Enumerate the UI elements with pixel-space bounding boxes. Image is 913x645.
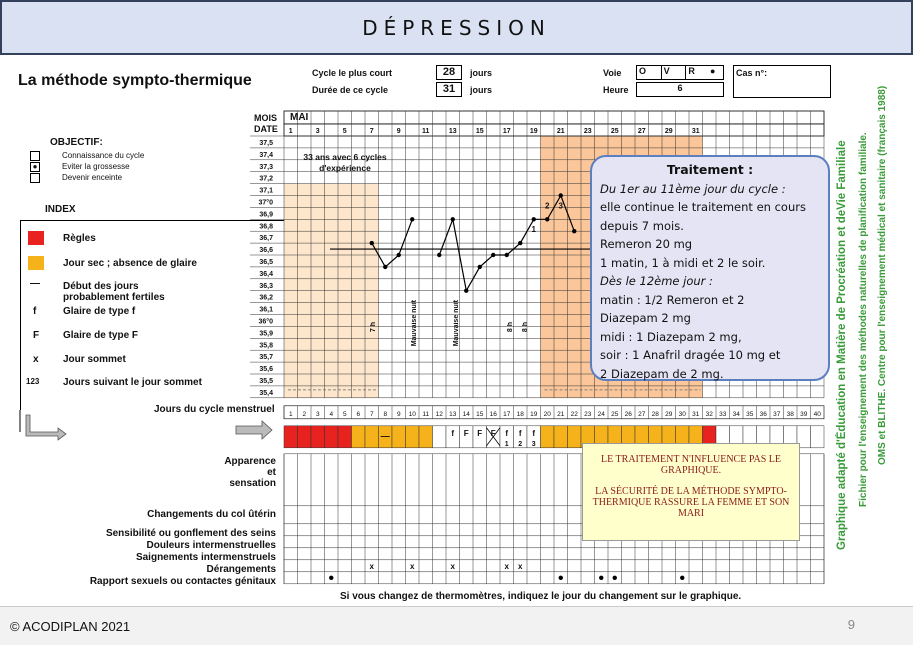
heure-annotation: 8 h — [507, 322, 514, 333]
experience-note: 33 ans avec 6 cycles d'expérience — [303, 152, 387, 173]
derangement-mark: x — [369, 561, 374, 571]
color-cell — [338, 426, 352, 448]
treatment-line: 1 matin, 1 à midi et 2 le soir. — [600, 255, 766, 270]
date-cell: 11 — [422, 128, 430, 135]
post-sommet-number: 3 — [531, 440, 536, 448]
index-heading: INDEX — [45, 204, 76, 215]
treatment-line: midi : 1 Diazepam 2 mg, — [600, 329, 742, 344]
heure-label: Heure — [603, 85, 629, 95]
temperature-point — [437, 253, 441, 257]
cycle-day-number: 22 — [570, 410, 578, 418]
cycle-day-number: 17 — [503, 410, 511, 418]
note-line-2: LA SÉCURITÉ DE LA MÉTHODE SYMPTO-THERMIQUE RASSURE LA FEMME ET SON MARI — [592, 486, 790, 519]
date-cell: 3 — [315, 128, 320, 135]
derangement-mark: x — [410, 561, 415, 571]
cycle-day-number: 29 — [665, 410, 673, 418]
cycle-days-label: Jours du cycle menstruel — [154, 404, 275, 415]
date-cell: 21 — [556, 128, 565, 135]
note-line-1: LE TRAITEMENT N'INFLUENCE PAS LE GRAPHIQUE. — [601, 454, 781, 476]
shortest-cycle-value: 28 — [436, 65, 462, 80]
shortest-cycle-label: Cycle le plus court — [312, 68, 393, 78]
date-cell: 19 — [529, 128, 538, 135]
rapport-dot — [680, 576, 684, 580]
temp-tick: 37°0 — [258, 199, 273, 207]
page-number: 9 — [847, 617, 855, 632]
date-cell: 7 — [369, 128, 374, 135]
temperature-point — [464, 289, 468, 293]
voie-v: V — [662, 66, 687, 79]
cycle-day-number: 34 — [732, 410, 740, 418]
cycle-day-number: 30 — [678, 410, 686, 418]
cycle-day-number: 7 — [369, 410, 374, 418]
legend-sym-F: F — [33, 330, 40, 341]
cycle-day-number: 40 — [813, 410, 821, 418]
heure-value: 6 — [636, 82, 724, 97]
cycle-day-number: 12 — [435, 410, 443, 418]
legend-glaire-F: Glaire de type F — [63, 330, 139, 341]
derangement-mark: x — [504, 561, 509, 571]
temp-tick: 36,7 — [259, 235, 273, 243]
rapport-dot — [599, 576, 603, 580]
cycle-day-number: 31 — [692, 410, 700, 418]
date-cell: 29 — [664, 128, 673, 135]
cycle-day-number: 28 — [651, 410, 659, 418]
color-cell — [325, 426, 339, 448]
thermometer-note: Si vous changez de thermomètres, indiquez le jour du changement sur le graphique. — [340, 591, 742, 602]
date-cell: 9 — [396, 128, 401, 135]
glaire-mark: f — [518, 428, 522, 438]
cycle-day-number: 36 — [759, 410, 767, 418]
color-cell — [541, 426, 555, 448]
cycle-day-number: 19 — [530, 410, 538, 418]
temp-tick: 35,6 — [259, 366, 273, 374]
cycle-day-number: 27 — [638, 410, 646, 418]
legend-debut: Début des jours probablement fertiles — [63, 281, 165, 303]
glaire-mark: F — [477, 428, 483, 438]
glaire-mark: f — [532, 428, 536, 438]
slide-title: DÉPRESSION — [362, 15, 551, 40]
legend-suivant: Jours suivant le jour sommet — [63, 377, 202, 388]
cycle-day-number: 5 — [342, 410, 347, 418]
treatment-line: elle continue le traitement en cours — [600, 200, 806, 214]
glaire-mark: F — [490, 428, 496, 438]
date-label: DATE — [254, 124, 278, 134]
date-cell: 31 — [691, 128, 700, 135]
voie-o: O — [637, 66, 662, 79]
cycle-day-number: 38 — [786, 410, 794, 418]
sommet-chart-label: 3 — [558, 201, 563, 211]
cycle-day-number: 25 — [611, 410, 619, 418]
glaire-mark: f — [451, 428, 455, 438]
cycle-day-number: 15 — [476, 410, 484, 418]
temp-tick: 36,8 — [259, 223, 273, 231]
temp-tick: 35,8 — [259, 342, 273, 350]
right-arrow-icon — [236, 421, 272, 439]
left-arrow-icon — [26, 415, 66, 440]
cycle-day-number: 8 — [383, 410, 388, 418]
color-cell — [568, 426, 582, 448]
color-cell — [433, 426, 447, 448]
side-credit-2: Fichier pour l'enseignement des méthodes naturelles de planification familiale. — [858, 132, 869, 508]
treatment-line: soir : 1 Anafril dragée 10 mg et — [600, 348, 781, 362]
temperature-point — [491, 253, 495, 257]
temp-tick: 37,4 — [259, 151, 273, 159]
temp-tick: 36,9 — [259, 211, 273, 219]
cycle-day-number: 13 — [449, 410, 457, 418]
side-credit-3: OMS et BLITHE. Centre pour l'enseignement médical et sanitaire (français 1988) — [877, 85, 888, 465]
sommet-chart-label: 2 — [545, 201, 550, 211]
temperature-point — [478, 265, 482, 269]
temp-tick: 35,5 — [259, 378, 273, 385]
date-cell: 23 — [583, 128, 592, 135]
color-cell — [284, 426, 298, 448]
cycle-day-number: 9 — [396, 410, 401, 418]
cycle-day-number: 2 — [302, 410, 307, 418]
color-cell — [352, 426, 366, 448]
mois-label: MOIS — [254, 113, 278, 123]
cycle-day-number: 24 — [597, 410, 605, 418]
legend-regles: Règles — [63, 233, 96, 244]
voie-dot: ● — [710, 66, 716, 76]
derangement-mark: x — [518, 561, 523, 571]
footer — [0, 606, 913, 645]
date-cell: 1 — [288, 128, 293, 135]
temperature-point — [518, 241, 522, 245]
rapport-dot — [559, 576, 563, 580]
row-rapport: Rapport sexuels ou contactes génitaux — [89, 576, 276, 587]
month-label: MAI — [290, 112, 309, 123]
debut-fertile-mark: — — [380, 430, 390, 441]
voie-r: R — [688, 66, 695, 76]
row-derangements: Dérangements — [206, 564, 276, 575]
temperature-point — [505, 253, 509, 257]
cycle-day-number: 21 — [557, 410, 565, 418]
cycle-day-number: 39 — [800, 410, 808, 418]
temp-tick: 35,4 — [259, 389, 273, 397]
cycle-day-number: 6 — [356, 410, 361, 418]
shortest-cycle-unit: jours — [470, 68, 493, 78]
legend-sec: Jour sec ; absence de glaire — [63, 258, 197, 269]
treatment-line: Dès le 12ème jour : — [600, 274, 713, 288]
temp-tick: 36,3 — [259, 282, 273, 290]
temperature-point — [572, 229, 576, 233]
date-cell: 25 — [610, 128, 619, 135]
date-cell: 5 — [342, 128, 347, 135]
legend-glaire-f: Glaire de type f — [63, 306, 136, 317]
legend-sym-x: x — [33, 354, 39, 365]
color-cell — [311, 426, 325, 448]
objectif-item: Eviter la grossesse — [62, 162, 130, 171]
objectif-item: Connaissance du cycle — [62, 151, 145, 160]
temp-tick: 37,5 — [259, 140, 273, 147]
treatment-line: Diazepam 2 mg — [600, 311, 691, 325]
note-box — [582, 443, 800, 541]
legend-sym-f: f — [33, 306, 37, 317]
rapport-dot — [329, 576, 333, 580]
glaire-mark: F — [463, 428, 469, 438]
cycle-day-number: 14 — [462, 410, 470, 418]
treatment-line: Remeron 20 mg — [600, 237, 693, 251]
cycle-day-number: 4 — [329, 410, 334, 418]
date-cell: 13 — [448, 128, 457, 135]
cycle-length-label: Durée de ce cycle — [312, 85, 389, 95]
post-sommet-number: 1 — [504, 440, 509, 448]
cycle-length-value: 31 — [436, 82, 462, 97]
cycle-day-number: 11 — [422, 410, 430, 418]
derangement-mark: x — [450, 561, 455, 571]
copyright: © ACODIPLAN 2021 — [10, 619, 131, 634]
cycle-day-number: 10 — [408, 410, 416, 418]
date-cell: 27 — [637, 128, 646, 135]
color-cell — [392, 426, 406, 448]
mauvaise-nuit-label: Mauvaise nuit — [453, 300, 460, 347]
temp-tick: 36,4 — [259, 270, 273, 278]
temperature-point — [410, 217, 414, 221]
row-col: Changements du col ûtérin — [147, 509, 276, 520]
temp-tick: 36,1 — [259, 306, 273, 314]
color-cell — [811, 426, 825, 448]
color-cell — [419, 426, 433, 448]
temp-tick: 37,2 — [259, 175, 273, 183]
treatment-line: depuis 7 mois. — [600, 218, 684, 233]
row-sensibilite: Sensibilité ou gonflement des seins — [105, 528, 276, 539]
post-sommet-number: 2 — [518, 440, 523, 448]
legend-sym-123: 123 — [26, 377, 40, 386]
color-cell — [554, 426, 568, 448]
cycle-day-number: 3 — [315, 410, 320, 418]
temp-tick: 36°0 — [258, 318, 273, 326]
color-cell — [298, 426, 312, 448]
cycle-day-number: 26 — [624, 410, 632, 418]
heure-annotation: 8 h — [522, 322, 529, 333]
rapport-dot — [613, 576, 617, 580]
legend-sommet: Jour sommet — [63, 354, 126, 365]
temperature-point — [559, 193, 563, 197]
glaire-mark: f — [505, 428, 509, 438]
treatment-line: matin : 1/2 Remeron et 2 — [600, 292, 745, 307]
treatment-title: Traitement : — [666, 162, 754, 177]
objectif-item: Devenir enceinte — [62, 173, 123, 182]
treatment-line: Du 1er au 11ème jour du cycle : — [600, 181, 786, 196]
cycle-day-number: 23 — [584, 410, 592, 418]
color-cell — [365, 426, 379, 448]
mauvaise-nuit-label: Mauvaise nuit — [411, 300, 418, 347]
temperature-point — [532, 217, 536, 221]
temperature-point — [370, 241, 374, 245]
color-cell — [406, 426, 420, 448]
temperature-point — [397, 253, 401, 257]
row-saignements: Saignements intermenstruels — [135, 552, 276, 563]
date-cell: 15 — [475, 128, 484, 135]
cycle-day-number: 1 — [288, 410, 293, 418]
legend-sym-debut: — — [30, 278, 40, 289]
cycle-day-number: 33 — [719, 410, 727, 418]
cycle-day-number: 35 — [746, 410, 754, 418]
row-apparence: Apparence et sensation — [224, 456, 276, 489]
cycle-length-unit: jours — [470, 85, 493, 95]
objectif-checkbox-checked[interactable]: ● — [30, 162, 40, 172]
cycle-day-number: 32 — [705, 410, 713, 418]
cas-box: Cas n°: — [733, 65, 831, 98]
objectif-heading: OBJECTIF: — [50, 137, 103, 148]
cycle-day-number: 37 — [773, 410, 781, 418]
treatment-callout — [590, 155, 830, 381]
voie-label: Voie — [603, 68, 622, 78]
temp-tick: 37,3 — [259, 163, 273, 171]
cycle-day-number: 18 — [516, 410, 524, 418]
date-cell: 17 — [502, 128, 511, 135]
heure-annotation: 7 h — [370, 322, 377, 333]
temp-tick: 37,1 — [259, 187, 273, 195]
temperature-point — [545, 217, 549, 221]
treatment-line: 2 Diazepam de 2 mg. — [600, 366, 724, 381]
temperature-point — [451, 217, 455, 221]
cycle-day-number: 20 — [543, 410, 551, 418]
temperature-point — [383, 265, 387, 269]
temp-tick: 36,5 — [259, 259, 273, 266]
temp-tick: 36,6 — [259, 247, 273, 255]
method-title: La méthode sympto-thermique — [18, 72, 252, 89]
side-credit-1: Graphique adapté d'Éducation en Matière de Procréation et deVie Familiale — [836, 140, 848, 550]
temp-tick: 35,9 — [259, 330, 273, 338]
temp-tick: 36,2 — [259, 294, 273, 302]
sommet-chart-label: 1 — [531, 225, 536, 235]
temp-tick: 35,7 — [259, 354, 273, 362]
cycle-day-number: 16 — [489, 410, 497, 418]
row-douleurs: Douleurs intermenstruelles — [146, 540, 276, 551]
